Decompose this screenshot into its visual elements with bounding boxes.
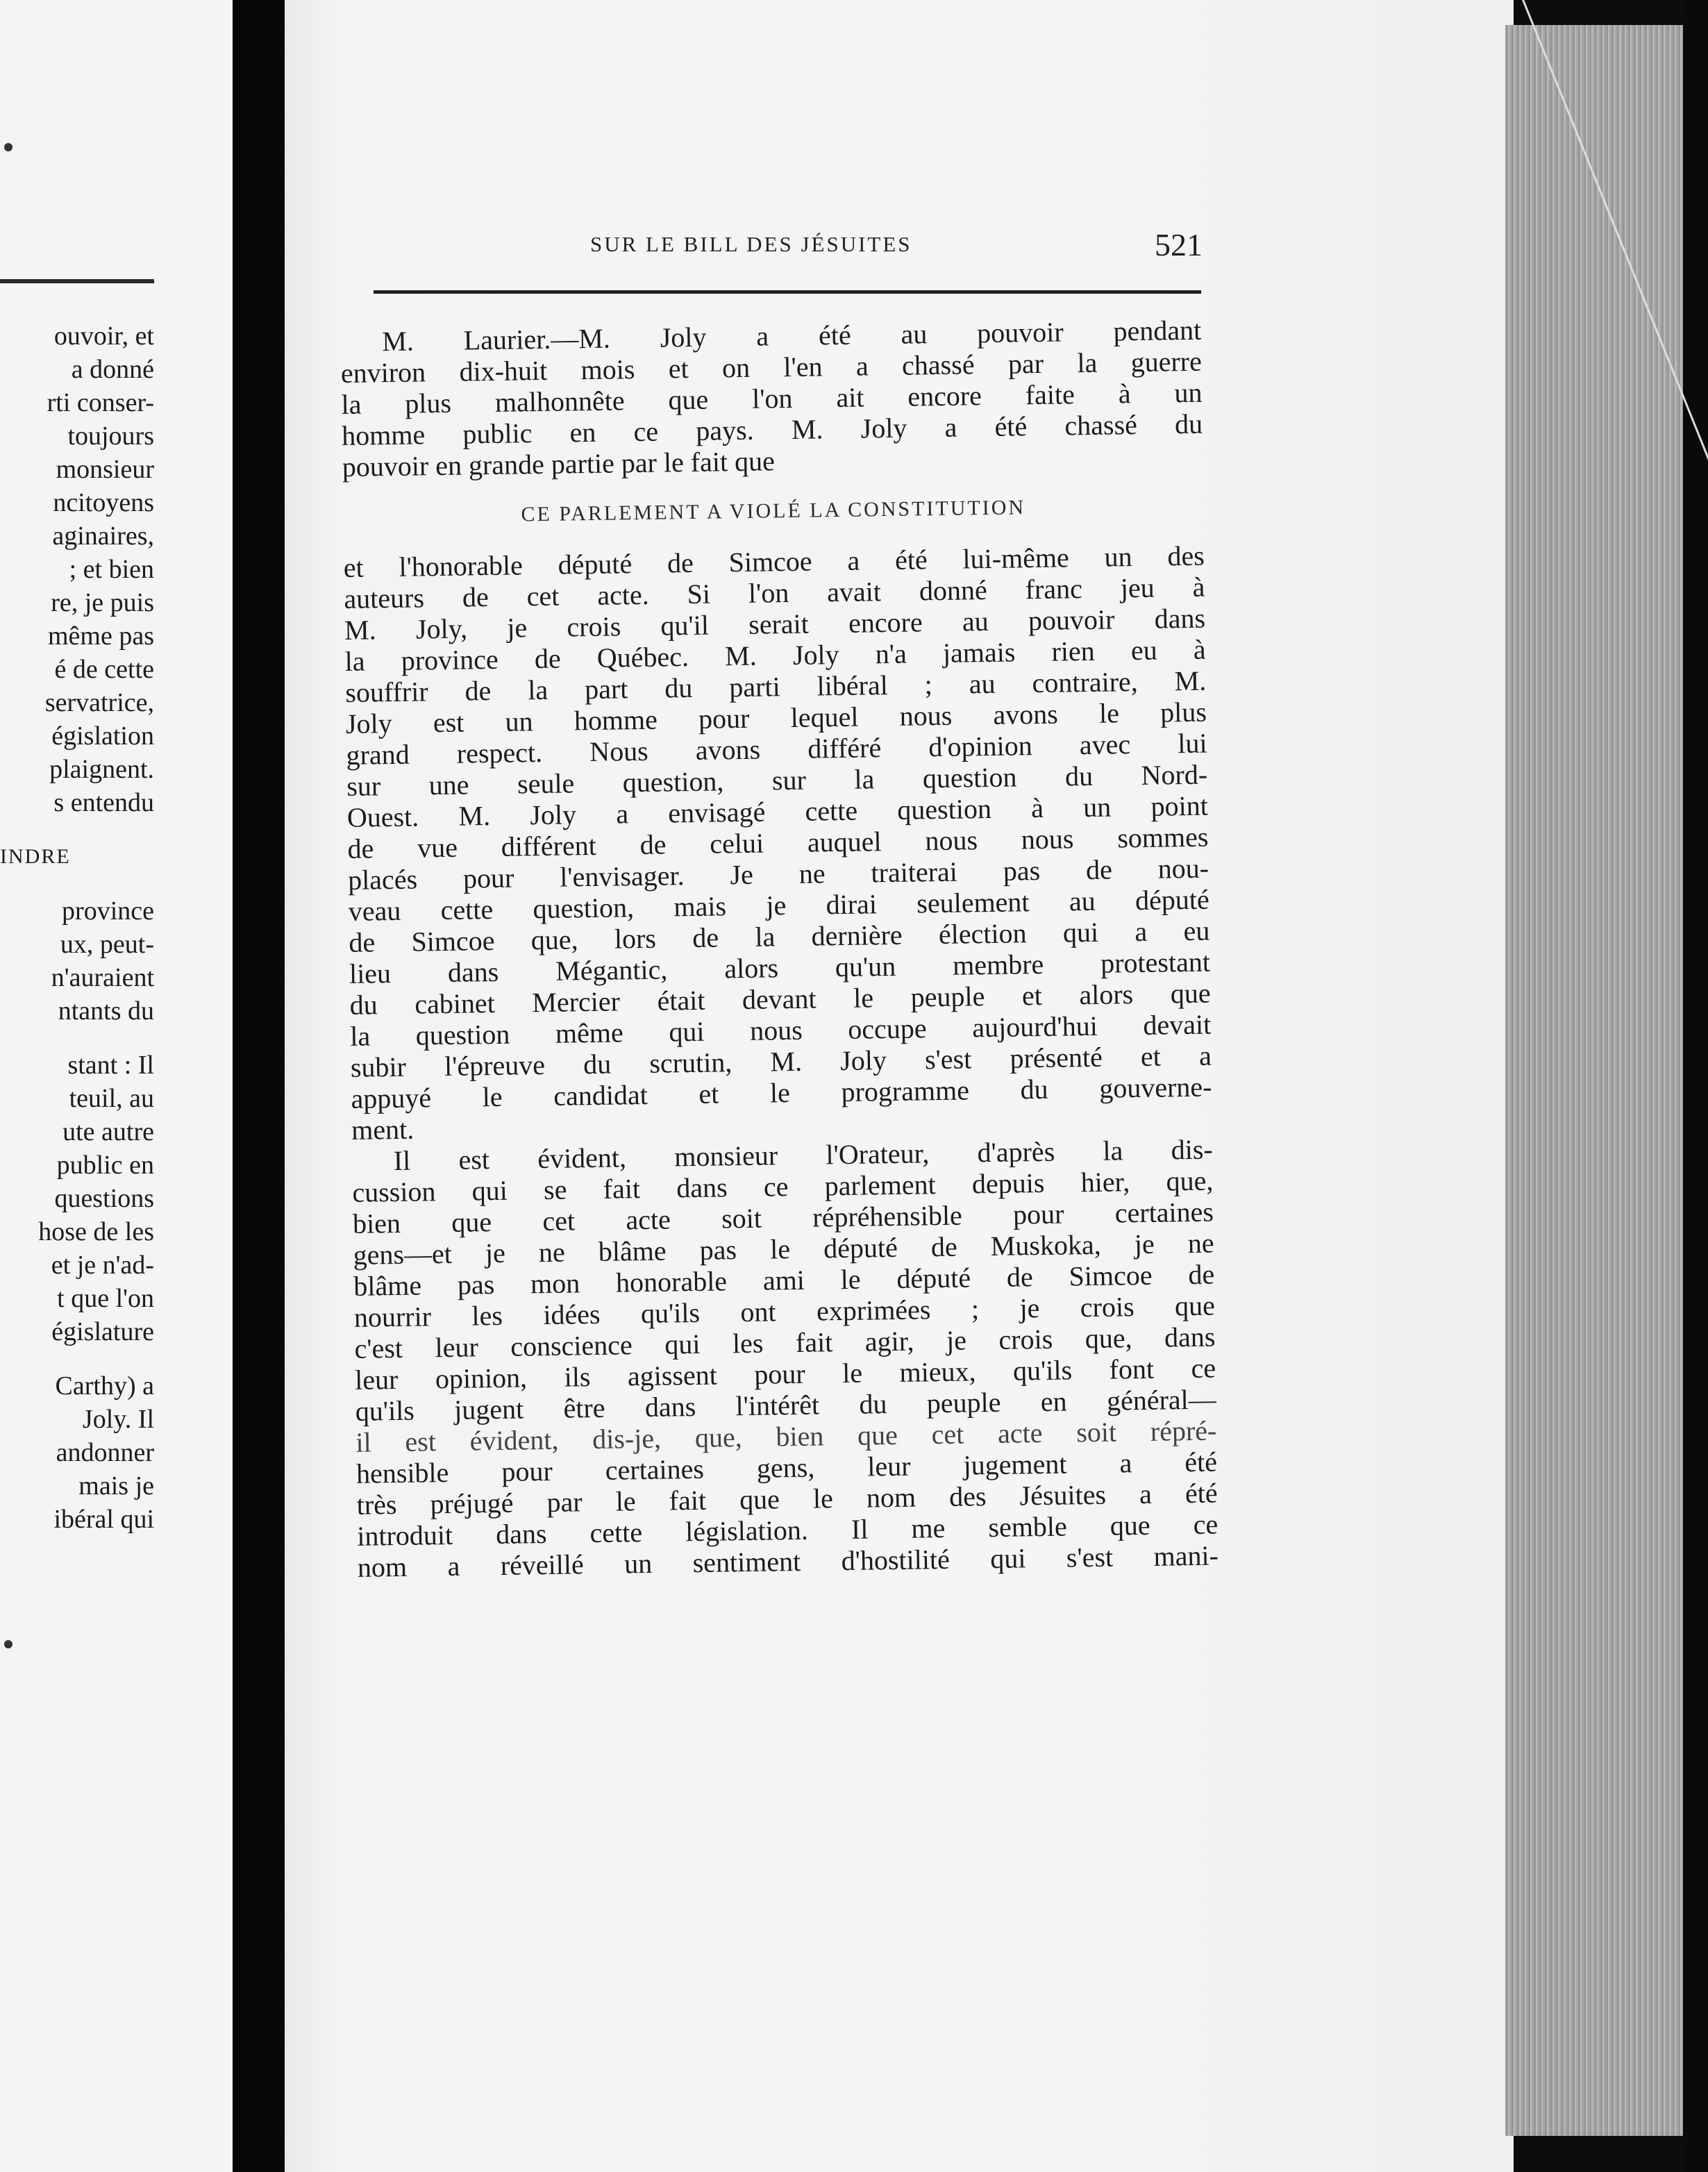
text-line: lieu dans Mégantic, alors qu'un membre protestant <box>349 946 1211 989</box>
text-line: sur une seule question, sur la question du Nord- <box>346 758 1208 802</box>
left-line: a donné <box>71 355 154 384</box>
left-line: n'auraient <box>51 963 154 992</box>
text-line: gens—et je ne blâme pas le député de Muskoka, je ne <box>353 1227 1214 1271</box>
running-title: SUR LE BILL DES JÉSUITES <box>590 232 912 256</box>
left-spacer <box>0 1028 154 1049</box>
text-line: de Simcoe que, lors de la dernière élection qui a eu <box>349 914 1210 958</box>
page-header <box>375 227 1203 274</box>
page-number: 521 <box>1155 227 1203 262</box>
text-line: Joly est un homme pour lequel nous avons le plus <box>345 696 1207 740</box>
left-line: stant : Il <box>67 1051 154 1080</box>
left-line: ntants du <box>58 996 154 1026</box>
text-line: nom a réveillé un sentiment d'hostilité qui s'est mani- <box>357 1539 1219 1583</box>
left-line: teuil, au <box>69 1084 154 1113</box>
text-line: auteurs de cet acte. Si l'on avait donné franc jeu à <box>344 571 1205 615</box>
left-line: égislation <box>51 721 154 751</box>
text-line: leur opinion, ils agissent pour le mieux, qu'ils font ce <box>354 1352 1216 1396</box>
text-line: bien que cet acte soit répréhensible pour certaines <box>352 1196 1214 1239</box>
left-line: même pas <box>47 621 154 651</box>
left-line: égislature <box>51 1317 154 1346</box>
left-line: ; et bien <box>69 555 154 584</box>
text-line: M. Joly, je crois qu'il serait encore au pouvoir dans <box>344 602 1206 646</box>
text-line: Il est évident, monsieur l'Orateur, d'après la dis- <box>393 1133 1213 1177</box>
paragraph-3 <box>351 1134 1219 1583</box>
left-line: plaignent. <box>49 755 154 784</box>
left-spacer <box>0 819 154 840</box>
left-line: Carthy) a <box>55 1371 154 1401</box>
left-line: servatrice, <box>44 688 154 717</box>
text-line: et l'honorable député de Simcoe a été lui-même un des <box>343 540 1205 583</box>
left-line: toujours <box>67 421 154 451</box>
left-line: ute autre <box>62 1117 154 1146</box>
left-line: monsieur <box>56 455 154 484</box>
page-edges <box>1505 25 1683 2136</box>
text-line: c'est leur conscience qui les fait agir, je crois que, dans <box>354 1321 1216 1364</box>
text-line: il est évident, dis-je, que, bien que cet acte soit répré- <box>355 1414 1217 1458</box>
left-line: hose de les <box>38 1217 154 1246</box>
left-line: ncitoyens <box>53 488 154 517</box>
left-spacer <box>0 1348 154 1369</box>
text-line: grand respect. Nous avons différé d'opinion avec lui <box>346 727 1207 771</box>
left-line: mais je <box>78 1471 154 1501</box>
section-heading: CE PARLEMENT A VIOLÉ LA CONSTITUTION <box>521 496 1026 526</box>
book-gutter <box>233 0 285 2172</box>
text-line: ment. <box>351 1113 415 1146</box>
left-line: re, je puis <box>51 588 154 617</box>
text-line: la question même qui nous occupe aujourd'hui devait <box>349 1008 1212 1052</box>
text-line: M. Laurier.—M. Joly a été au pouvoir pendant <box>381 314 1202 358</box>
text-line: la plus malhonnête que l'on ait encore faite à un <box>341 376 1203 420</box>
left-line: Joly. Il <box>82 1405 154 1434</box>
header-rule <box>374 290 1201 294</box>
text-line: très préjugé par le fait que le nom des Jésuites a été <box>356 1477 1218 1521</box>
left-facing-page <box>0 0 233 2172</box>
paragraph-1 <box>340 315 1203 483</box>
left-line: andonner <box>56 1438 154 1467</box>
text-line: la province de Québec. M. Joly n'a jamais rien eu à <box>344 633 1206 677</box>
text-line: homme public en ce pays. M. Joly a été chassé du <box>341 408 1203 451</box>
text-line: nourrir les idées qu'ils ont exprimées ; je crois que <box>353 1289 1216 1333</box>
text-line: appuyé le candidat et le programme du gouverne- <box>351 1071 1212 1114</box>
left-line: et je n'ad- <box>51 1251 154 1280</box>
text-line: subir l'épreuve du scrutin, M. Joly s'est présenté et a <box>350 1039 1212 1083</box>
left-line: public en <box>56 1151 154 1180</box>
left-line: é de cette <box>54 655 154 684</box>
left-line: ibéral qui <box>53 1505 154 1534</box>
text-line: pouvoir en grande partie par le fait que <box>342 445 776 483</box>
paragraph-2 <box>344 540 1213 1146</box>
text-line: souffrir de la part du parti libéral ; au contraire, M. <box>345 665 1207 708</box>
text-line: placés pour l'envisager. Je ne traiterai pas de nou- <box>347 852 1209 896</box>
text-line: qu'ils jugent être dans l'intérêt du peuple en général— <box>355 1383 1217 1427</box>
left-line: ouvoir, et <box>53 321 154 351</box>
left-line: questions <box>54 1184 154 1213</box>
left-line: s entendu <box>53 788 154 817</box>
text-line: blâme pas mon honorable ami le député de Simcoe de <box>353 1258 1215 1302</box>
left-line: rti conser- <box>47 388 154 417</box>
text-line: introduit dans cette législation. Il me semble que ce <box>357 1508 1219 1552</box>
text-line: veau cette question, mais je dirai seulement au député <box>348 883 1209 927</box>
left-line: ux, peut- <box>60 930 154 959</box>
text-line: Ouest. M. Joly a envisagé cette question à un point <box>346 790 1209 833</box>
text-line: du cabinet Mercier était devant le peuple et alors que <box>349 977 1211 1021</box>
text-line: de vue différent de celui auquel nous nous sommes <box>347 821 1209 864</box>
left-section-heading: INDRE <box>0 845 71 868</box>
text-line: cussion qui se fait dans ce parlement depuis hier, que, <box>352 1164 1214 1208</box>
left-page-text-column <box>0 319 154 1536</box>
left-line: province <box>62 896 154 926</box>
left-page-rule <box>0 279 154 283</box>
left-spacer <box>0 874 154 894</box>
left-line: aginaires, <box>52 521 154 551</box>
text-line: hensible pour certaines gens, leur jugement a été <box>355 1446 1218 1489</box>
ink-spot <box>4 143 12 151</box>
main-text-column <box>340 315 1219 1583</box>
ink-spot <box>4 1640 12 1648</box>
scan-border <box>1683 0 1708 2172</box>
left-line: t que l'on <box>57 1284 154 1313</box>
text-line: environ dix-huit mois et on l'en a chassé par la guerre <box>340 345 1203 389</box>
